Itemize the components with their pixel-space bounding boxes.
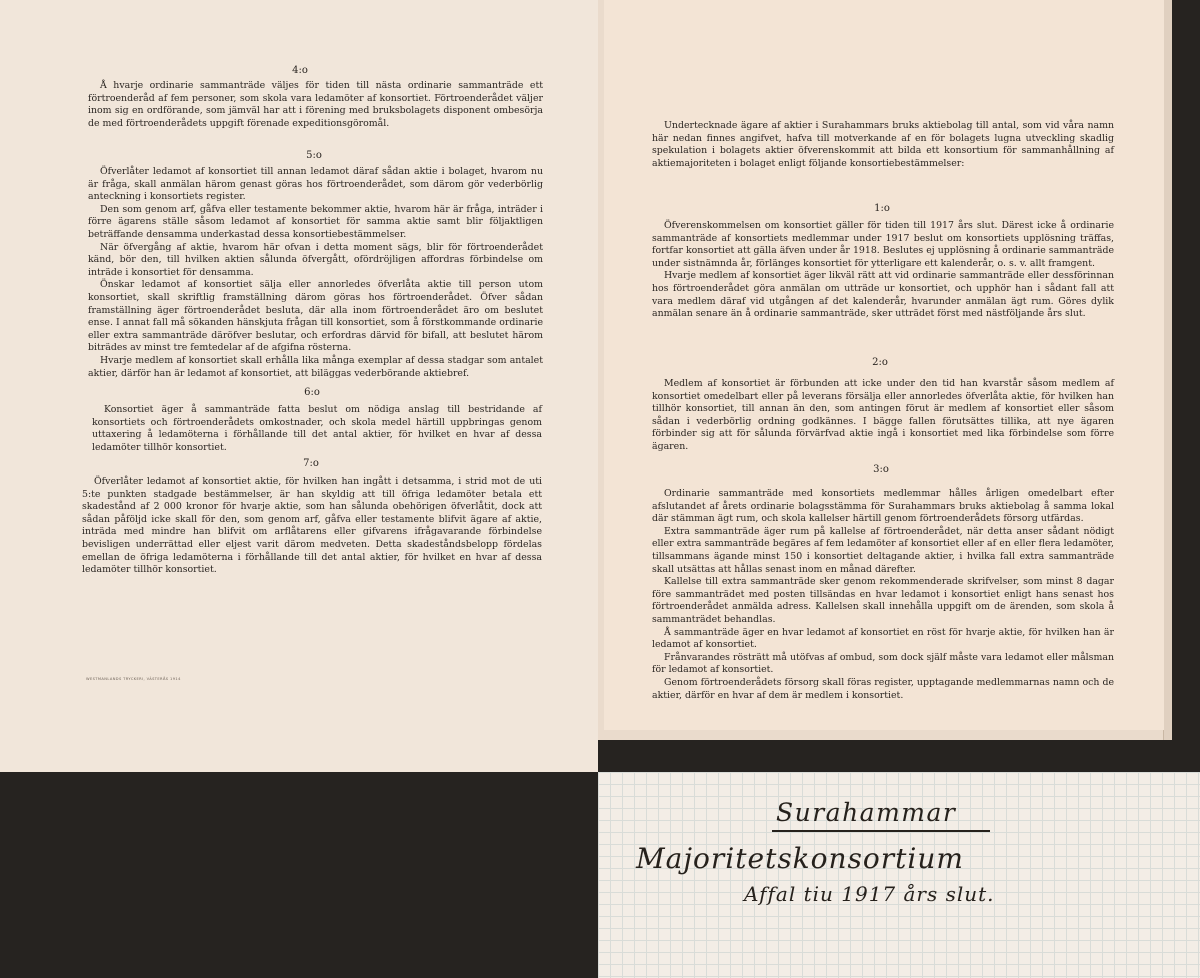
paragraph: Genom förtroenderådets försorg skall föras register, upptagande medlemmarnas namn och de aktier, därför en hvar af dem är medlem i konsortiet. — [652, 676, 1114, 701]
title-underline — [772, 830, 990, 832]
paragraph: Hvarje medlem af konsortiet äger likväl rätt att vid ordinarie sammanträde eller dessförinnan hos förtroenderådet göra anmälan om utträde ur konsortiet, och upphör han i sådant fall att vara medlem däraf vid utgången af det kalenderår, hvarunder anmälan ägt rum. Göres dylik anmälan senare än å ordinarie sammanträde, sker utträdet först med nästföljande års slut. — [652, 270, 1114, 320]
paragraph: Medlem af konsortiet är förbunden att icke under den tid han kvarstår såsom medlem af konsortiet omedelbart eller på leverans försälja eller annorledes öfverlåta aktie, för hvilken han tillhör konsortiet, till annan än den, som antingen förut är medlem af konsortiet eller såsom sådan i vederbörlig ordning godkännes. I bägge fallen förutsättes tillika, att nye ägaren förbinder sig att för sålunda förvärfvad aktie ingå i konsortiet med lika förbindelse som förre ägaren. — [652, 378, 1114, 452]
section-5-text — [88, 166, 543, 380]
paragraph: Öfverlåter ledamot af konsortiet till annan ledamot däraf sådan aktie i bolaget, hvarom nu är fråga, skall anmälan härom genast göras hos förtroenderådet, som därom gör vederbörlig anteckning i konsortiets register. — [88, 166, 543, 203]
section-1-text — [652, 220, 1114, 321]
paragraph: Konsortiet äger å sammanträde fatta beslut om nödiga anslag till bestridande af konsortiets och förtroenderådets omkostnader, och skola medel härtill uppbringas genom uttaxering å ledamöterna i förhållande till det antal aktier, för hvilket en hvar af dessa ledamöter tillhör konsortiet. — [92, 404, 542, 453]
intro-text — [652, 120, 1114, 170]
section-3-text — [652, 488, 1114, 702]
paragraph: Kallelse till extra sammanträde sker genom rekommenderade skrifvelser, som minst 8 dagar före sammanträdet med posten tillsändas en hvar ledamot i konsortiet enligt hans senast hos förtroenderådet anmälda adress. Kallelsen skall innehålla uppgift om de ärenden, som skola å sammanträdet behandlas. — [652, 576, 1114, 625]
paragraph: Önskar ledamot af konsortiet sälja eller annorledes öfverlåta aktie till person utom konsortiet, skall skriftlig framställning därom göras hos förtroenderådet. Öfver sådan framställning äger förtroenderådet besluta, där alla inom förtroenderådet äro om beslutet ense. I annat fall må sökanden hänskjuta frågan till konsortiet, som å förstkommande ordinarie eller extra sammanträde däröfver beslutar, och erfordras därvid för bifall, att beslutet härom biträdes av minst tre femtedelar af de afgifna rösterna. — [88, 279, 543, 354]
paragraph: Undertecknade ägare af aktier i Surahammars bruks aktiebolag till antal, som vid våra namn här nedan finnes angifvet, hafva till motverkande af en för bolagets lugna utveckling skadlig spekulation i bolagets aktier öfverenskommit att bilda ett konsortium för sammanhållning af aktiemajoriteten i bolaget enligt följande konsortiebestämmelser: — [652, 120, 1114, 169]
page-edge-divider — [1163, 0, 1172, 740]
paragraph: Hvarje medlem af konsortiet skall erhålla lika många exemplar af dessa stadgar som antalet aktier, därför han är ledamot af konsortiet, att biläggas vederbörande aktiebref. — [88, 354, 543, 379]
section-heading-3: 3:o — [873, 464, 889, 475]
paragraph: Å hvarje ordinarie sammanträde väljes för tiden till nästa ordinarie sammanträde ett förtroenderåd af fem personer, som skola vara ledamöter af konsortiet. Förtroenderådet väljer inom sig en ordförande, som jämväl har att i förening med bruksbolagets disponent ombesörja de med förtroenderådets uppgift förenade expeditionsgöromål. — [88, 80, 543, 129]
section-6-text — [92, 404, 542, 454]
printer-imprint: WESTMANLANDS TRYCKERI, VÄSTERÅS 1914 — [86, 677, 181, 681]
section-heading-7: 7:o — [303, 458, 319, 469]
handwritten-title: Surahammar — [776, 798, 957, 827]
paragraph: Öfverenskommelsen om konsortiet gäller för tiden till 1917 års slut. Därest icke å ordinarie sammanträde af konsortiets medlemmar under 1917 beslut om konsortiets upplösning träffas, fortfar konsortiet att gälla äfven under år 1918. Beslutes ej upplösning å ordinarie sammanträde under sistnämnda år, förlänges konsortiet för ytterligare ett kalenderår, o. s. v. allt framgent. — [652, 220, 1114, 269]
paragraph: När öfvergång af aktie, hvarom här ofvan i detta moment sägs, blir för förtroenderådet känd, bör den, till hvilken aktien sålunda öfvergått, ofördröjligen affordras förbindelse om inträde i konsortiet för densamma. — [88, 241, 543, 278]
paragraph: Ordinarie sammanträde med konsortiets medlemmar hålles årligen omedelbart efter afslutandet af årets ordinarie bolagsstämma för Surahammars bruks aktiebolag å samma lokal där stämman ägt rum, och skola kallelser härtill genom förtroenderådets försorg utfärdas. — [652, 488, 1114, 525]
section-2-text — [652, 378, 1114, 454]
section-7-text — [82, 476, 542, 577]
paragraph: Å sammanträde äger en hvar ledamot af konsortiet en röst för hvarje aktie, för hvilken han är ledamot af konsortiet. — [652, 626, 1114, 651]
section-heading-6: 6:o — [304, 387, 320, 398]
section-heading-2: 2:o — [872, 357, 888, 368]
paragraph: Extra sammanträde äger rum på kallelse af förtroenderådet, när detta anser sådant nödigt eller extra sammanträde begäres af fem ledamöter af konsortiet eller af en eller flera ledamöter, tillsammans ägande minst 150 i konsortiet deltagande aktier, i hvilka fall extra sammanträde skall utsättas att hållas senast inom en månad därefter. — [652, 525, 1114, 575]
section-heading-4: 4:o — [292, 65, 308, 76]
handwritten-validity-note: Affal tiu 1917 års slut. — [744, 882, 995, 906]
paragraph: Öfverlåter ledamot af konsortiet aktie, för hvilken han ingått i detsamma, i strid mot de uti 5:te punkten stadgade bestämmelser, är han skyldig att till öfriga ledamöter betala ett skadestånd af 2 000 kronor för hvarje aktie, som han sålunda obehörigen öfverlåtit, dock att sådan påföljd icke skall för den, som genom arf, gåfva eller testamente blifvit ägare af aktie, inträda med mindre han blifvit om arflåtarens eller gifvarens ifrågavarande förbindelse bevisligen underrättad eller eljest varit därom medveten. Detta skadeståndsbelopp fördelas emellan de öfriga ledamöterna i förhållande till det antal aktier, för hvilket en hvar af dessa ledamöter tillhör konsortiet. — [82, 476, 542, 576]
handwritten-subject: Majoritetskonsortium — [636, 842, 964, 875]
section-heading-1: 1:o — [874, 203, 890, 214]
paragraph: Den som genom arf, gåfva eller testamente bekommer aktie, hvarom här är fråga, inträder i förre ägarens ställe såsom ledamot af konsortiet för samma aktie samt blir följaktligen beträffande densamma underkastad dessa konsortiebestämmelser. — [88, 203, 543, 240]
section-4-text — [88, 80, 543, 130]
paragraph: Frånvarandes rösträtt må utöfvas af ombud, som dock själf måste vara ledamot eller målsman för ledamot af konsortiet. — [652, 651, 1114, 676]
section-heading-5: 5:o — [306, 150, 322, 161]
